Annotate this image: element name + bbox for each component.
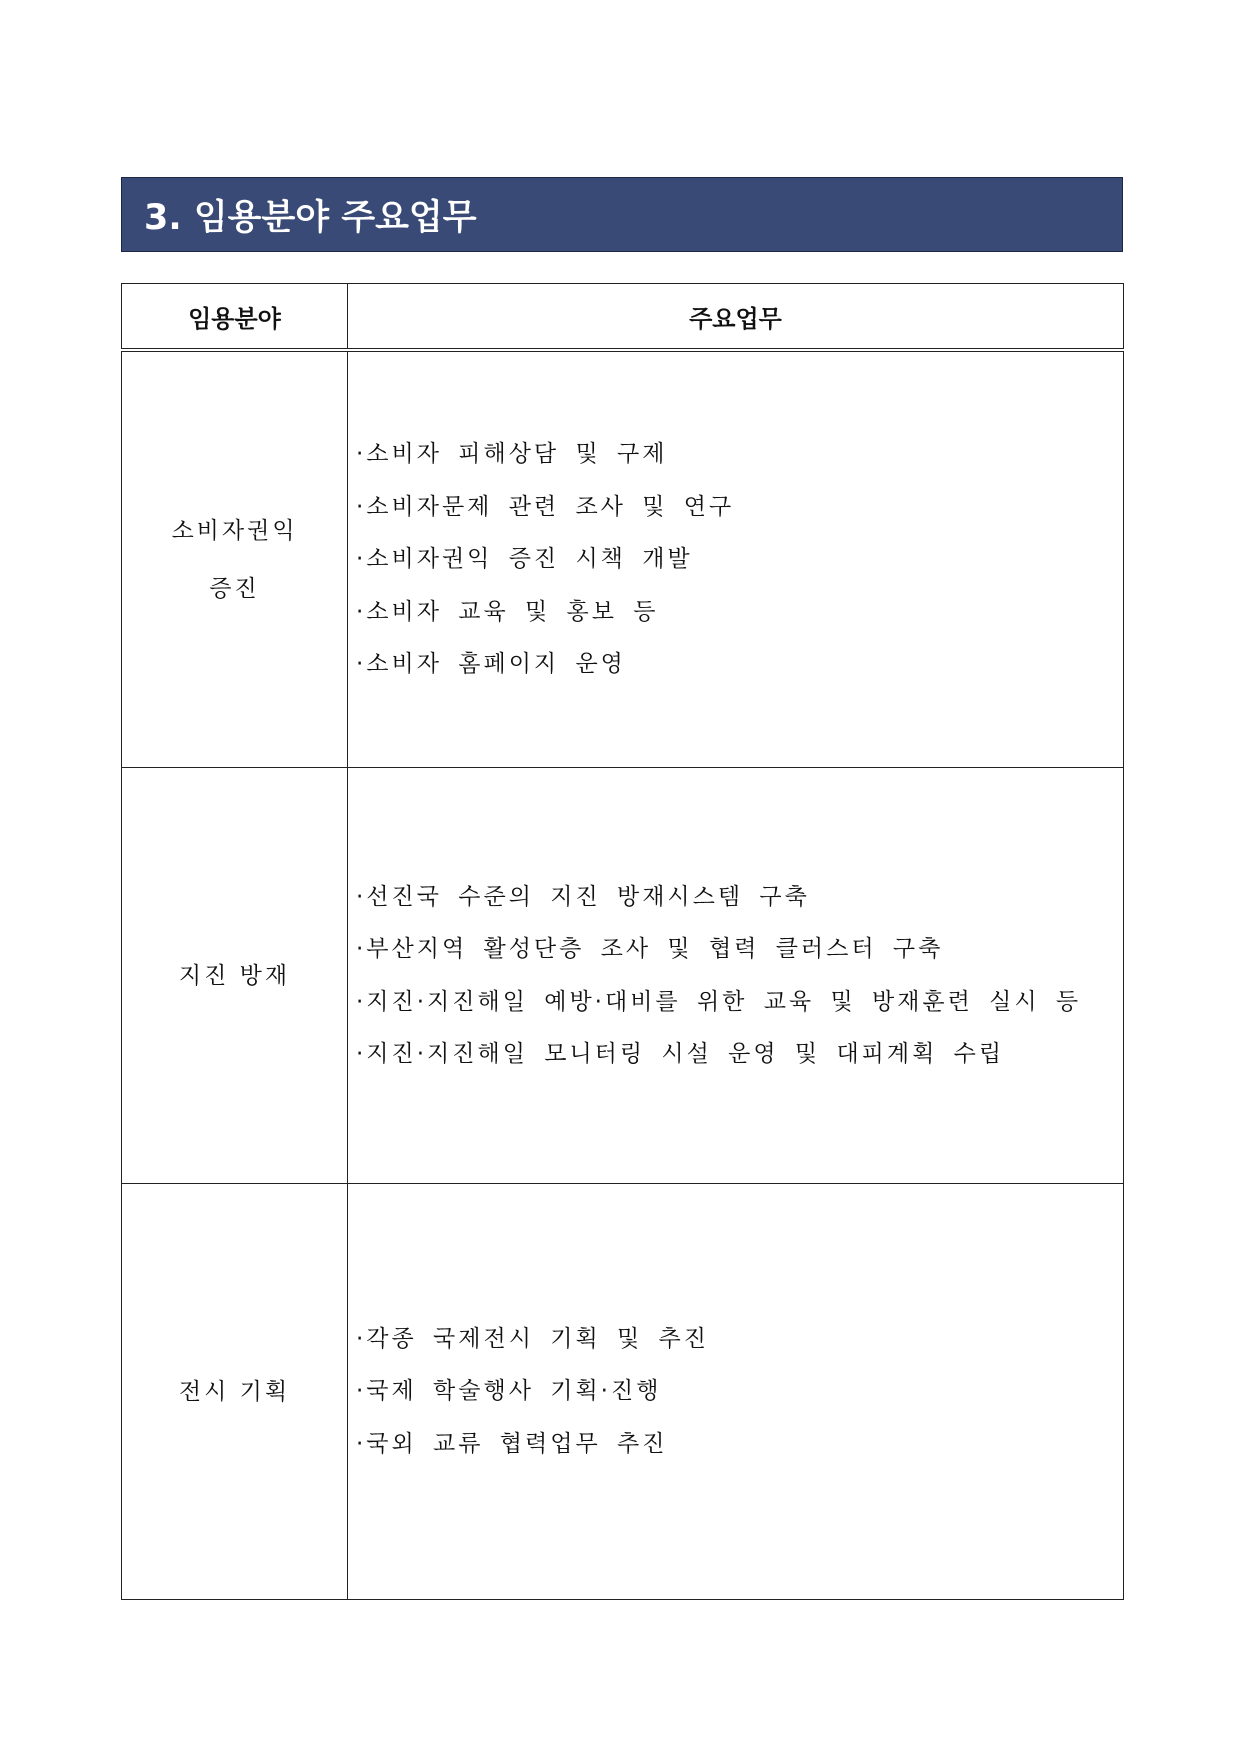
header-duties: 주요업무 — [348, 284, 1124, 351]
duties-cell-exhibition — [348, 1184, 1124, 1600]
duty-item: ·부산지역 활성단층 조사 및 협력 클러스터 구축 — [356, 936, 944, 962]
field-label: 지진 방재 — [178, 962, 291, 989]
field-label: 증진 — [209, 575, 260, 602]
duty-item: ·선진국 수준의 지진 방재시스템 구축 — [356, 883, 810, 910]
table-header-row — [122, 284, 1124, 351]
duty-list — [356, 871, 1123, 1081]
field-label: 전시 기획 — [178, 1378, 291, 1405]
duties-table — [121, 283, 1124, 1600]
field-cell-consumer — [122, 350, 348, 768]
duties-cell-consumer — [348, 350, 1124, 768]
duty-item: ·소비자 피해상담 및 구제 — [356, 441, 668, 468]
duty-item: ·지진·지진해일 예방·대비를 위한 교육 및 방재훈련 실시 등 — [356, 988, 1082, 1015]
table-row — [122, 768, 1124, 1184]
duties-cell-earthquake — [348, 768, 1124, 1184]
section-title: 3. 임용분야 주요업무 — [144, 197, 477, 238]
duty-item: ·소비자권익 증진 시책 개발 — [356, 546, 693, 573]
section-header — [121, 177, 1123, 252]
duty-item: ·소비자 홈페이지 운영 — [356, 651, 626, 678]
duty-item: ·소비자 교육 및 홍보 등 — [356, 598, 659, 625]
field-label: 소비자권익 — [171, 517, 298, 544]
duty-list — [356, 1313, 1123, 1471]
header-field: 임용분야 — [122, 284, 348, 351]
field-cell-exhibition — [122, 1184, 348, 1600]
duty-item: ·국제 학술행사 기획·진행 — [356, 1378, 662, 1405]
duty-item: ·소비자문제 관련 조사 및 연구 — [356, 493, 735, 520]
duty-item: ·각종 국제전시 기획 및 추진 — [356, 1325, 709, 1352]
duty-item: ·국외 교류 협력업무 추진 — [356, 1430, 668, 1457]
duty-list — [356, 428, 1123, 691]
table-row — [122, 350, 1124, 768]
field-cell-earthquake — [122, 768, 348, 1184]
duty-item: ·지진·지진해일 모니터링 시설 운영 및 대피계획 수립 — [356, 1041, 1005, 1067]
table-row — [122, 1184, 1124, 1600]
